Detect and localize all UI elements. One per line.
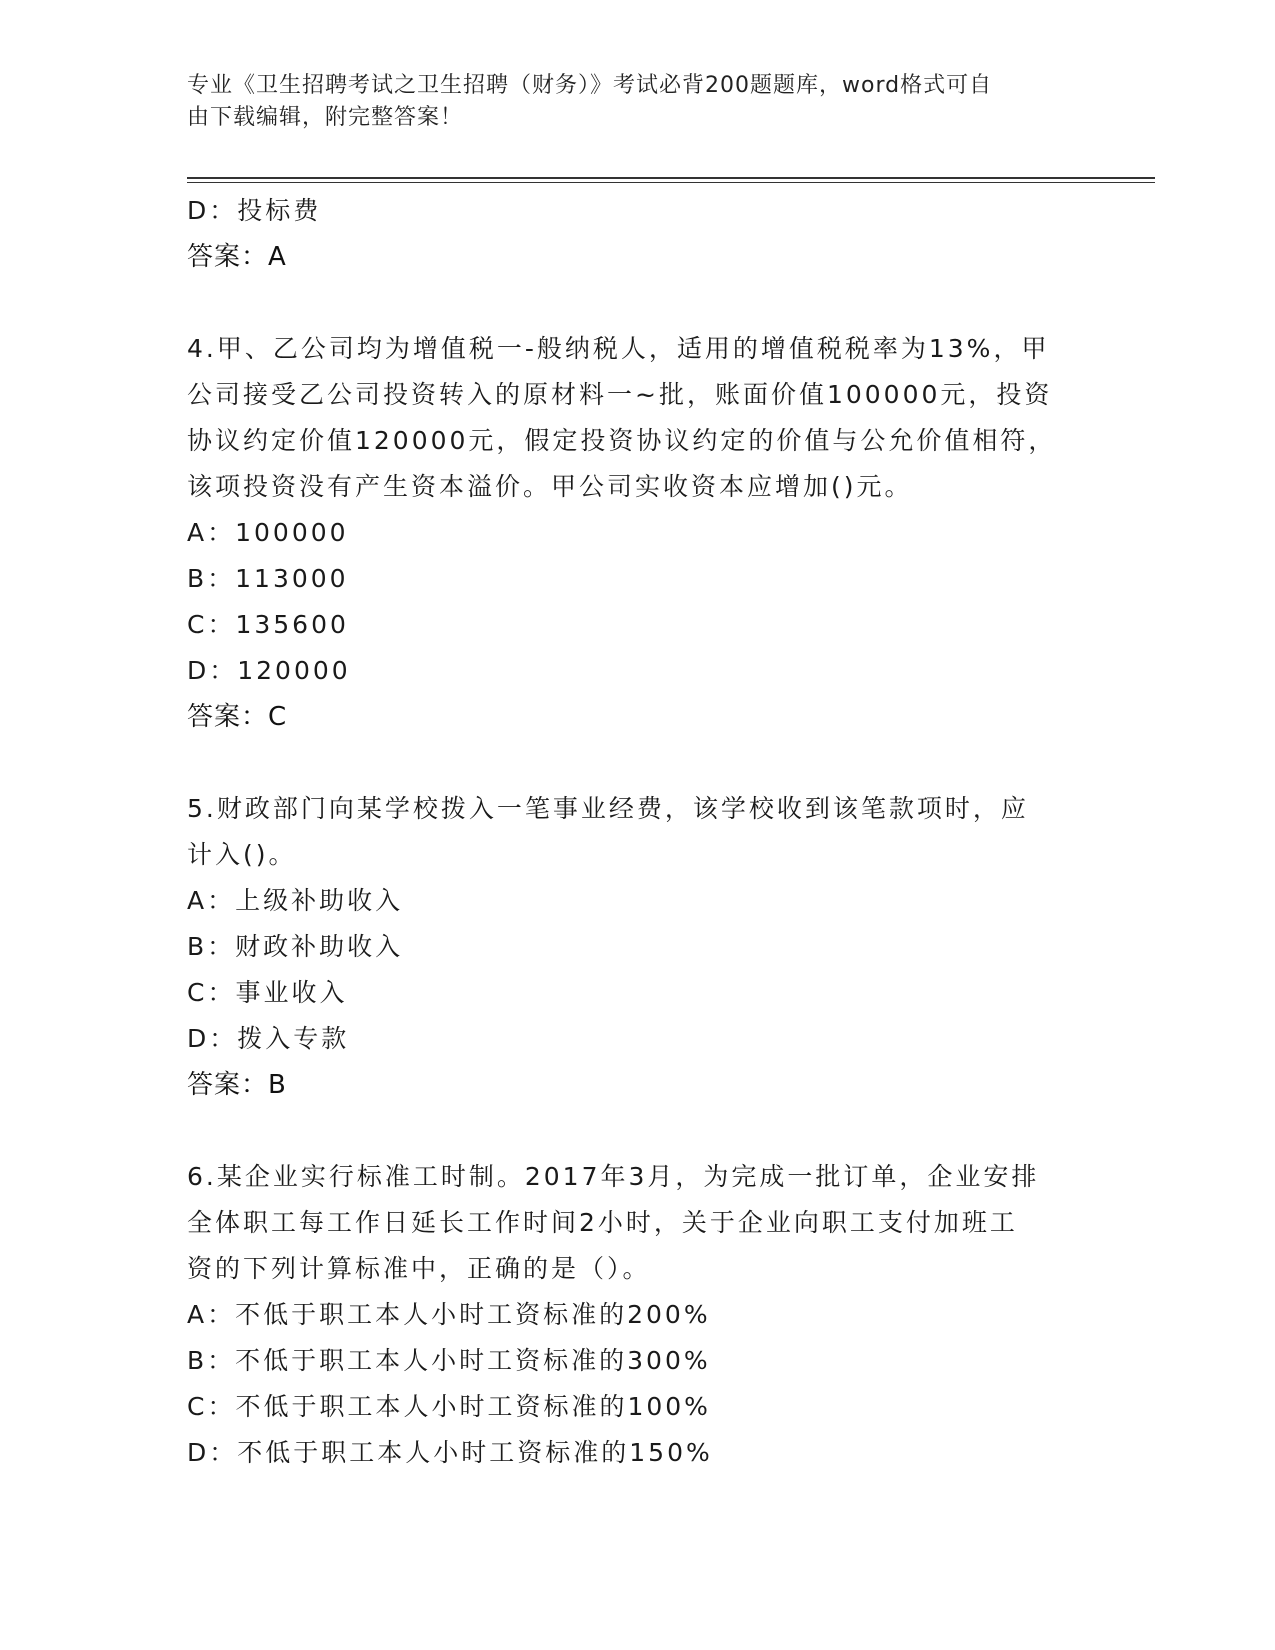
question-4-option-c: C：135600 xyxy=(187,610,349,639)
question-4-option-a: A：100000 xyxy=(187,518,349,547)
question-5-stem xyxy=(187,786,1087,878)
question-3-tail xyxy=(187,188,1087,280)
question-6-stem xyxy=(187,1154,1087,1292)
question-6-stem-line: 6.某企业实行标准工时制。2017年3月，为完成一批订单，企业安排 xyxy=(187,1162,1040,1191)
question-5-option-a: A：上级补助收入 xyxy=(187,886,404,915)
question-5-stem-line: 计入()。 xyxy=(187,840,297,869)
question-5-option-c: C：事业收入 xyxy=(187,978,348,1007)
page-header xyxy=(187,70,1067,134)
question-5-option-b: B：财政补助收入 xyxy=(187,932,404,961)
spacer xyxy=(187,280,1087,326)
question-4-stem-line: 该项投资没有产生资本溢价。甲公司实收资本应增加()元。 xyxy=(187,472,913,501)
question-3-answer: 答案：A xyxy=(187,242,287,272)
question-4-stem-line: 4.甲、乙公司均为增值税一-般纳税人，适用的增值税税率为13%，甲 xyxy=(187,334,1050,363)
spacer xyxy=(187,740,1087,786)
spacer xyxy=(187,1108,1087,1154)
header-divider-thin xyxy=(187,182,1155,183)
question-5-option-d: D：拨入专款 xyxy=(187,1024,350,1053)
question-6-stem-line: 全体职工每工作日延长工作时间2小时，关于企业向职工支付加班工 xyxy=(187,1208,1018,1237)
question-6-option-a: A：不低于职工本人小时工资标准的200% xyxy=(187,1300,711,1329)
question-4-stem-line: 公司接受乙公司投资转入的原材料一~批，账面价值100000元，投资 xyxy=(187,380,1053,409)
question-6-option-d: D：不低于职工本人小时工资标准的150% xyxy=(187,1438,713,1467)
question-5 xyxy=(187,786,1087,1108)
question-4-option-d: D：120000 xyxy=(187,656,351,685)
question-6-option-c: C：不低于职工本人小时工资标准的100% xyxy=(187,1392,711,1421)
question-4 xyxy=(187,326,1087,740)
question-4-option-b: B：113000 xyxy=(187,564,349,593)
question-3-option-d: D：投标费 xyxy=(187,196,322,225)
question-4-answer: 答案：C xyxy=(187,702,288,732)
question-5-answer: 答案：B xyxy=(187,1070,287,1100)
question-6-stem-line: 资的下列计算标准中，正确的是（）。 xyxy=(187,1254,651,1283)
question-4-stem xyxy=(187,326,1087,510)
header-divider-thick xyxy=(187,177,1155,179)
question-6 xyxy=(187,1154,1087,1476)
header-line-1: 专业《卫生招聘考试之卫生招聘（财务）》考试必背200题题库，word格式可自 xyxy=(187,73,993,98)
question-6-option-b: B：不低于职工本人小时工资标准的300% xyxy=(187,1346,711,1375)
question-4-stem-line: 协议约定价值120000元，假定投资协议约定的价值与公允价值相符， xyxy=(187,426,1057,455)
question-content xyxy=(187,188,1087,1476)
header-line-2: 由下载编辑，附完整答案！ xyxy=(187,105,464,130)
question-5-stem-line: 5.财政部门向某学校拨入一笔事业经费，该学校收到该笔款项时，应 xyxy=(187,794,1029,823)
